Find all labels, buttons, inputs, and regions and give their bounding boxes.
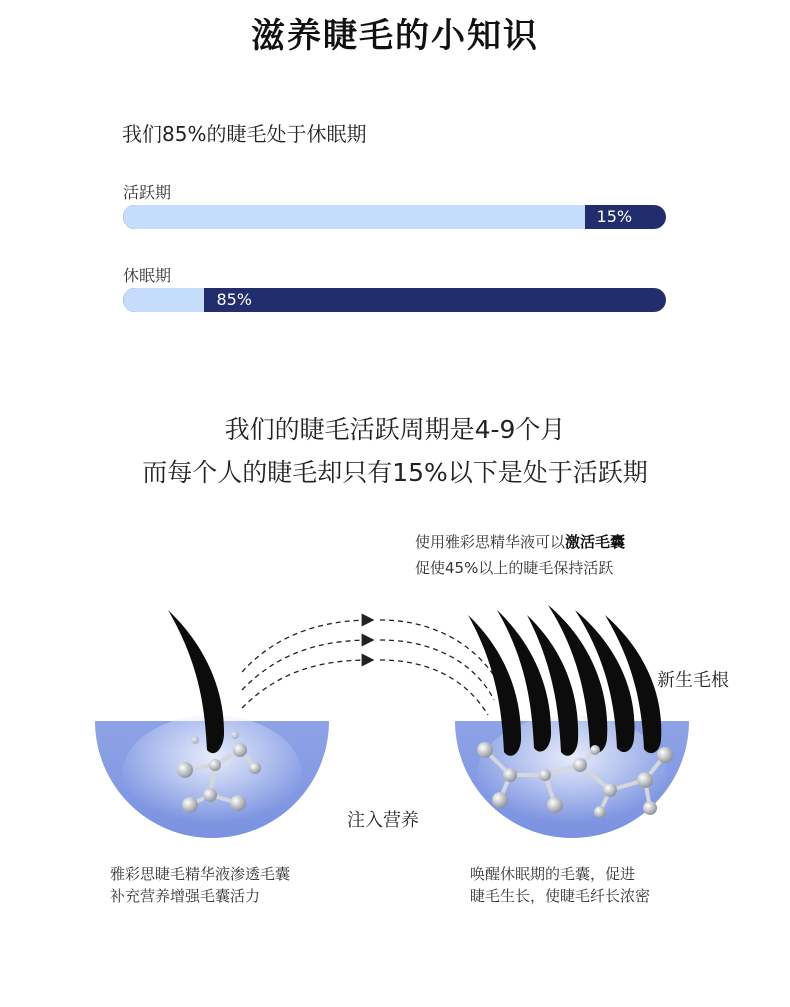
new-root-label: 新生毛根 bbox=[657, 670, 729, 691]
right-caption-line2: 睫毛生长，使睫毛纤长浓密 bbox=[470, 887, 651, 905]
bar-value-dormant: 85% bbox=[216, 290, 252, 309]
right-caption-line1: 唤醒休眠期的毛囊，促进 bbox=[470, 865, 636, 883]
note-line1-bold: 激活毛囊 bbox=[565, 533, 626, 551]
headline-line1: 我们的睫毛活跃周期是4-9个月 bbox=[224, 415, 566, 444]
bar-label-dormant: 休眠期 bbox=[123, 266, 172, 285]
note-line1 bbox=[415, 530, 625, 555]
left-caption-line1: 雅彩思睫毛精华液渗透毛囊 bbox=[110, 865, 291, 883]
bar-track-active bbox=[123, 205, 666, 229]
bar-fill-dormant bbox=[123, 288, 204, 312]
left-caption-line2: 补充营养增强毛囊活力 bbox=[110, 887, 261, 905]
bar-fill-active bbox=[123, 205, 585, 229]
note-line2: 促使45%以上的睫毛保持活跃 bbox=[415, 559, 614, 577]
inject-label: 注入营养 bbox=[347, 810, 419, 831]
bar-track-dormant bbox=[123, 288, 666, 312]
bar-label-active: 活跃期 bbox=[123, 183, 172, 202]
headline-line2: 而每个人的睫毛却只有15%以下是处于活跃期 bbox=[142, 458, 648, 487]
chart-title: 我们85%的睫毛处于休眠期 bbox=[122, 122, 367, 146]
transfer-arrows bbox=[242, 620, 500, 715]
note-line1-prefix: 使用雅彩思精华液可以 bbox=[415, 533, 566, 551]
page-title: 滋养睫毛的小知识 bbox=[251, 16, 539, 56]
bar-value-active: 15% bbox=[596, 207, 633, 226]
